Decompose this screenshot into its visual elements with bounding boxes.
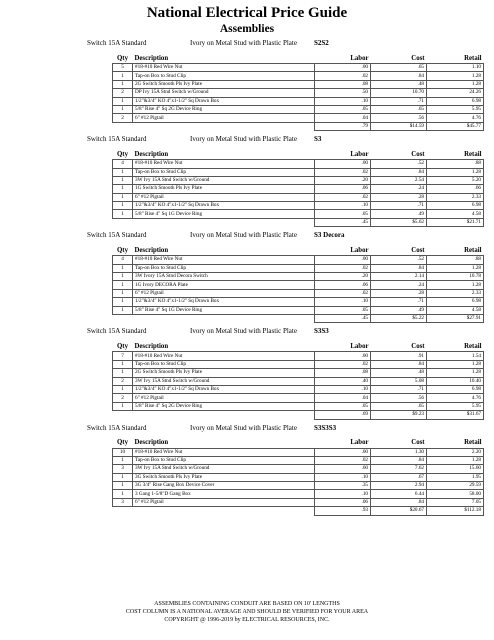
total-retail: $21.71 xyxy=(427,218,484,226)
cost-cell: .71 xyxy=(371,298,427,306)
description-cell: 5/8" Rise 4" Sq 1G Device Ring xyxy=(133,306,315,314)
col-header-retail: Retail xyxy=(427,243,484,256)
cost-cell: 6.44 xyxy=(371,490,427,498)
cost-cell: .67 xyxy=(371,473,427,481)
copyright-line: COPYRIGHT @ 1996-2019 by ELECTRICAL RESOURCES, INC. xyxy=(164,617,330,623)
assembly-code: S3 xyxy=(314,135,322,144)
retail-cell: 4.76 xyxy=(427,394,484,402)
cost-cell: .49 xyxy=(371,210,427,218)
description-cell: 6" #12 Pigtail xyxy=(133,394,315,402)
labor-cell: .40 xyxy=(315,377,371,385)
description-cell: 1/2"&3/4" KO 4"x1-1/2" Sq Drawn Box xyxy=(133,385,315,393)
total-retail: $45.77 xyxy=(427,122,484,130)
table-row xyxy=(113,490,484,498)
assembly-section xyxy=(0,323,494,419)
retail-cell: 29.59 xyxy=(427,482,484,490)
col-header-qty: Qty xyxy=(113,436,133,449)
table-row xyxy=(113,89,484,97)
assembly-description: Ivory on Metal Stud with Plastic Plate xyxy=(190,135,297,144)
col-header-labor: Labor xyxy=(315,339,371,352)
table-row xyxy=(113,498,484,506)
table-row xyxy=(113,64,484,72)
retail-cell: 6.98 xyxy=(427,298,484,306)
retail-cell: 1.28 xyxy=(427,80,484,88)
table-row xyxy=(113,456,484,464)
total-row xyxy=(113,122,484,130)
assembly-category: Switch 15A Standard xyxy=(87,423,147,432)
cost-cell: .91 xyxy=(371,352,427,360)
retail-cell: 1.28 xyxy=(427,369,484,377)
qty-cell: 1 xyxy=(113,185,133,193)
cost-cell: 2.54 xyxy=(371,176,427,184)
assembly-description: Ivory on Metal Stud with Plastic Plate xyxy=(190,231,297,240)
retail-cell: 5.95 xyxy=(427,105,484,113)
table-row xyxy=(113,202,484,210)
description-cell: 1/2"&3/4" KO 4"x1-1/2" Sq Drawn Box xyxy=(133,202,315,210)
retail-cell: 15.60 xyxy=(427,465,484,473)
labor-cell: .02 xyxy=(315,193,371,201)
labor-cell: .05 xyxy=(315,210,371,218)
table-row xyxy=(113,298,484,306)
col-header-cost: Cost xyxy=(371,243,427,256)
qty-cell: 1 xyxy=(113,289,133,297)
retail-cell: 1.28 xyxy=(427,281,484,289)
total-labor: .45 xyxy=(315,314,371,322)
description-cell: 3G 3/4" Rise Gang Box Device Cover xyxy=(133,482,315,490)
col-header-labor: Labor xyxy=(315,243,371,256)
total-row xyxy=(113,218,484,226)
retail-cell: 1.28 xyxy=(427,72,484,80)
cost-cell: .24 xyxy=(371,281,427,289)
cost-cell: 5.08 xyxy=(371,377,427,385)
description-cell: 3W Ivory 15A Stnd Decora Switch xyxy=(133,273,315,281)
assembly-description: Ivory on Metal Stud with Plastic Plate xyxy=(190,39,297,47)
cost-cell: .52 xyxy=(371,256,427,264)
cost-cell: 2.14 xyxy=(371,273,427,281)
assembly-table xyxy=(112,243,484,323)
qty-cell: 1 xyxy=(113,168,133,176)
assembly-table xyxy=(112,339,484,419)
cost-cell: .65 xyxy=(371,402,427,410)
assembly-header xyxy=(0,420,494,436)
retail-cell: .66 xyxy=(427,185,484,193)
retail-cell: 6.98 xyxy=(427,97,484,105)
assembly-table xyxy=(112,51,484,131)
cost-cell: 1.30 xyxy=(371,448,427,456)
table-row xyxy=(113,105,484,113)
table-row xyxy=(113,264,484,272)
qty-cell: 3 xyxy=(113,465,133,473)
total-labor: .69 xyxy=(315,411,371,419)
retail-cell: 2.33 xyxy=(427,193,484,201)
labor-cell: .04 xyxy=(315,114,371,122)
table-row xyxy=(113,256,484,264)
retail-cell: 2.20 xyxy=(427,448,484,456)
labor-cell: .20 xyxy=(315,273,371,281)
retail-cell: 1.28 xyxy=(427,168,484,176)
page-title: National Electrical Price Guide xyxy=(146,5,348,21)
table-header-row xyxy=(113,436,484,449)
table-row xyxy=(113,80,484,88)
description-cell: 3G Switch Smooth Pls Ivy Plate xyxy=(133,473,315,481)
table-header-row xyxy=(113,243,484,256)
table-row xyxy=(113,281,484,289)
description-cell: 3W Ivy 15A Stnd Switch w/Ground xyxy=(133,377,315,385)
cost-cell: .71 xyxy=(371,385,427,393)
total-retail: $112.18 xyxy=(427,507,484,515)
retail-cell: 6.98 xyxy=(427,385,484,393)
labor-cell: .02 xyxy=(315,168,371,176)
retail-cell: 24.26 xyxy=(427,89,484,97)
qty-cell: 1 xyxy=(113,273,133,281)
assembly-code: S3 Decora xyxy=(314,231,345,240)
assembly-section xyxy=(0,227,494,323)
cost-cell: .71 xyxy=(371,97,427,105)
description-cell: Tap-on Box to Stud Clip xyxy=(133,72,315,80)
assembly-description: Ivory on Metal Stud with Plastic Plate xyxy=(190,327,297,336)
assembly-category: Switch 15A Standard xyxy=(87,135,147,144)
cost-cell: .24 xyxy=(371,185,427,193)
qty-cell: 5 xyxy=(113,64,133,72)
labor-cell: .35 xyxy=(315,482,371,490)
description-cell: 6" #12 Pigtail xyxy=(133,498,315,506)
table-row xyxy=(113,306,484,314)
description-cell: 5/8" Rise 4" Sq 1G Device Ring xyxy=(133,210,315,218)
description-cell: 3W Ivy 15A Stnd Switch w/Ground xyxy=(133,176,315,184)
assembly-header xyxy=(0,323,494,339)
cost-cell: 2.94 xyxy=(371,482,427,490)
retail-cell: 1.10 xyxy=(427,64,484,72)
retail-cell: 6.98 xyxy=(427,202,484,210)
retail-cell: 58.00 xyxy=(427,490,484,498)
retail-cell: 5.95 xyxy=(427,402,484,410)
col-header-qty: Qty xyxy=(113,51,133,64)
retail-cell: .88 xyxy=(427,160,484,168)
retail-cell: 5.20 xyxy=(427,176,484,184)
assembly-section xyxy=(0,131,494,227)
retail-cell: 4.76 xyxy=(427,114,484,122)
total-row xyxy=(113,411,484,419)
labor-cell: .06 xyxy=(315,185,371,193)
qty-cell: 1 xyxy=(113,176,133,184)
labor-cell: .08 xyxy=(315,80,371,88)
qty-cell: 1 xyxy=(113,80,133,88)
total-labor: .93 xyxy=(315,507,371,515)
table-row xyxy=(113,289,484,297)
table-row xyxy=(113,473,484,481)
col-header-cost: Cost xyxy=(371,51,427,64)
cost-cell: .48 xyxy=(371,369,427,377)
qty-cell: 1 xyxy=(113,360,133,368)
description-cell: Tap-on Box to Stud Clip xyxy=(133,264,315,272)
retail-cell: 4.58 xyxy=(427,210,484,218)
page-subtitle: Assemblies xyxy=(219,23,275,35)
assembly-code: S3S3 xyxy=(314,327,329,336)
table-row xyxy=(113,72,484,80)
retail-cell: 1.28 xyxy=(427,264,484,272)
qty-cell: 1 xyxy=(113,473,133,481)
labor-cell: .10 xyxy=(315,97,371,105)
qty-cell: 1 xyxy=(113,369,133,377)
table-row xyxy=(113,210,484,218)
cost-cell: 10.70 xyxy=(371,89,427,97)
description-cell: 5/8" Rise 4" Sq 2G Device Ring xyxy=(133,402,315,410)
description-cell: #18-#10 Red Wire Nut xyxy=(133,448,315,456)
qty-cell: 1 xyxy=(113,210,133,218)
labor-cell: .05 xyxy=(315,306,371,314)
assemblies-list xyxy=(0,35,494,516)
table-row xyxy=(113,160,484,168)
qty-cell: 1 xyxy=(113,202,133,210)
table-row xyxy=(113,385,484,393)
qty-cell: 1 xyxy=(113,105,133,113)
qty-cell: 1 xyxy=(113,385,133,393)
table-row xyxy=(113,114,484,122)
labor-cell: .02 xyxy=(315,360,371,368)
description-cell: 3W Ivy 15A Stnd Switch w/Ground xyxy=(133,465,315,473)
assembly-code: S2S2 xyxy=(314,39,329,47)
retail-cell: .88 xyxy=(427,256,484,264)
assembly-description: Ivory on Metal Stud with Plastic Plate xyxy=(190,423,297,432)
assembly-category: Switch 15A Standard xyxy=(87,327,147,336)
description-cell: 1/2"&3/4" KO 4"x1-1/2" Sq Drawn Box xyxy=(133,97,315,105)
retail-cell: 1.28 xyxy=(427,360,484,368)
total-retail: $27.91 xyxy=(427,314,484,322)
qty-cell: 4 xyxy=(113,256,133,264)
labor-cell: .06 xyxy=(315,281,371,289)
cost-cell: .84 xyxy=(371,498,427,506)
description-cell: #18-#10 Red Wire Nut xyxy=(133,256,315,264)
table-header-row xyxy=(113,339,484,352)
qty-cell: 2 xyxy=(113,114,133,122)
col-header-cost: Cost xyxy=(371,147,427,160)
qty-cell: 1 xyxy=(113,456,133,464)
labor-cell: .06 xyxy=(315,498,371,506)
total-cost: $9.23 xyxy=(371,411,427,419)
description-cell: 2G Switch Smooth Pls Ivy Plate xyxy=(133,80,315,88)
total-cost: $14.59 xyxy=(371,122,427,130)
col-header-description: Description xyxy=(133,339,315,352)
col-header-description: Description xyxy=(133,147,315,160)
labor-cell: .02 xyxy=(315,456,371,464)
col-header-labor: Labor xyxy=(315,436,371,449)
table-row xyxy=(113,465,484,473)
description-cell: 6" #12 Pigtail xyxy=(133,114,315,122)
assembly-code: S3S3S3 xyxy=(314,423,337,432)
qty-cell: 1 xyxy=(113,490,133,498)
cost-cell: .65 xyxy=(371,105,427,113)
labor-cell: .20 xyxy=(315,176,371,184)
col-header-qty: Qty xyxy=(113,243,133,256)
description-cell: 3 Gang 1-5/8"D Gang Box xyxy=(133,490,315,498)
labor-cell: .60 xyxy=(315,465,371,473)
description-cell: 6" #12 Pigtail xyxy=(133,193,315,201)
cost-cell: .71 xyxy=(371,202,427,210)
qty-cell: 1 xyxy=(113,97,133,105)
table-row xyxy=(113,369,484,377)
col-header-description: Description xyxy=(133,436,315,449)
col-header-cost: Cost xyxy=(371,339,427,352)
qty-cell: 1 xyxy=(113,193,133,201)
total-labor: .45 xyxy=(315,218,371,226)
cost-cell: .84 xyxy=(371,360,427,368)
description-cell: #18-#10 Red Wire Nut xyxy=(133,160,315,168)
description-cell: #18-#10 Red Wire Nut xyxy=(133,352,315,360)
description-cell: 5/8" Rise 4" Sq 2G Device Ring xyxy=(133,105,315,113)
assembly-section xyxy=(0,35,494,131)
labor-cell: .04 xyxy=(315,394,371,402)
cost-cell: .28 xyxy=(371,289,427,297)
cost-cell: .28 xyxy=(371,193,427,201)
cost-cell: .84 xyxy=(371,456,427,464)
assembly-table xyxy=(112,436,484,516)
qty-cell: 1 xyxy=(113,281,133,289)
cost-cell: .52 xyxy=(371,160,427,168)
labor-cell: .00 xyxy=(315,256,371,264)
col-header-qty: Qty xyxy=(113,339,133,352)
retail-cell: 1.28 xyxy=(427,456,484,464)
table-row xyxy=(113,394,484,402)
table-row xyxy=(113,168,484,176)
qty-cell: 1 xyxy=(113,72,133,80)
total-retail: $31.67 xyxy=(427,411,484,419)
retail-cell: 10.78 xyxy=(427,273,484,281)
total-cost: $20.67 xyxy=(371,507,427,515)
description-cell: 6" #12 Pigtail xyxy=(133,289,315,297)
col-header-labor: Labor xyxy=(315,51,371,64)
footer-line: ASSEMBLIES CONTAINING CONDUIT ARE BASED ON 10' LENGTHS xyxy=(154,601,340,607)
labor-cell: .00 xyxy=(315,64,371,72)
assembly-section xyxy=(0,420,494,516)
total-row xyxy=(113,314,484,322)
description-cell: 2G Switch Smooth Pls Ivy Plate xyxy=(133,369,315,377)
labor-cell: .00 xyxy=(315,448,371,456)
table-row xyxy=(113,176,484,184)
assembly-category: Switch 15A Standard xyxy=(87,39,147,47)
labor-cell: .10 xyxy=(315,385,371,393)
labor-cell: .05 xyxy=(315,105,371,113)
cost-cell: .49 xyxy=(371,306,427,314)
qty-cell: 7 xyxy=(113,352,133,360)
labor-cell: .00 xyxy=(315,352,371,360)
labor-cell: .02 xyxy=(315,289,371,297)
labor-cell: .10 xyxy=(315,490,371,498)
col-header-retail: Retail xyxy=(427,51,484,64)
retail-cell: 4.58 xyxy=(427,306,484,314)
labor-cell: .08 xyxy=(315,369,371,377)
table-row xyxy=(113,185,484,193)
cost-cell: .84 xyxy=(371,168,427,176)
table-row xyxy=(113,377,484,385)
col-header-description: Description xyxy=(133,243,315,256)
assembly-category: Switch 15A Standard xyxy=(87,231,147,240)
description-cell: 1G Switch Smooth Pls Ivy Plate xyxy=(133,185,315,193)
labor-cell: .02 xyxy=(315,72,371,80)
description-cell: 1G Ivory DECORA Plate xyxy=(133,281,315,289)
total-labor: .79 xyxy=(315,122,371,130)
labor-cell: .05 xyxy=(315,402,371,410)
qty-cell: 3 xyxy=(113,498,133,506)
footer xyxy=(0,600,494,624)
col-header-description: Description xyxy=(133,51,315,64)
retail-cell: 7.05 xyxy=(427,498,484,506)
table-row xyxy=(113,193,484,201)
qty-cell: 2 xyxy=(113,89,133,97)
col-header-qty: Qty xyxy=(113,147,133,160)
col-header-cost: Cost xyxy=(371,436,427,449)
description-cell: Tap-on Box to Stud Clip xyxy=(133,360,315,368)
total-cost: $5.62 xyxy=(371,218,427,226)
table-row xyxy=(113,402,484,410)
description-cell: #18-#10 Red Wire Nut xyxy=(133,64,315,72)
total-row xyxy=(113,507,484,515)
labor-cell: .00 xyxy=(315,160,371,168)
qty-cell: 1 xyxy=(113,264,133,272)
qty-cell: 10 xyxy=(113,448,133,456)
table-row xyxy=(113,482,484,490)
cost-cell: .48 xyxy=(371,80,427,88)
qty-cell: 1 xyxy=(113,482,133,490)
labor-cell: .02 xyxy=(315,264,371,272)
table-row xyxy=(113,360,484,368)
qty-cell: 1 xyxy=(113,298,133,306)
qty-cell: 2 xyxy=(113,394,133,402)
assembly-header xyxy=(0,35,494,51)
table-row xyxy=(113,448,484,456)
retail-cell: 1.95 xyxy=(427,473,484,481)
cost-cell: .84 xyxy=(371,72,427,80)
qty-cell: 1 xyxy=(113,402,133,410)
footer-line: COST COLUMN IS A NATIONAL AVERAGE AND SHOULD BE VERIFIED FOR YOUR AREA xyxy=(125,609,369,615)
total-cost: $5.22 xyxy=(371,314,427,322)
cost-cell: 7.62 xyxy=(371,465,427,473)
col-header-labor: Labor xyxy=(315,147,371,160)
retail-cell: 2.33 xyxy=(427,289,484,297)
description-cell: Tap-on Box to Stud Clip xyxy=(133,456,315,464)
retail-cell: 10.40 xyxy=(427,377,484,385)
table-header-row xyxy=(113,51,484,64)
col-header-retail: Retail xyxy=(427,436,484,449)
cost-cell: .65 xyxy=(371,64,427,72)
labor-cell: .10 xyxy=(315,298,371,306)
cost-cell: .56 xyxy=(371,394,427,402)
qty-cell: 4 xyxy=(113,160,133,168)
labor-cell: .50 xyxy=(315,89,371,97)
cost-cell: .84 xyxy=(371,264,427,272)
description-cell: DP Ivy 15A Stnd Switch w/Ground xyxy=(133,89,315,97)
col-header-retail: Retail xyxy=(427,339,484,352)
labor-cell: .10 xyxy=(315,202,371,210)
cost-cell: .56 xyxy=(371,114,427,122)
col-header-retail: Retail xyxy=(427,147,484,160)
table-row xyxy=(113,97,484,105)
retail-cell: 1.54 xyxy=(427,352,484,360)
assembly-header xyxy=(0,227,494,243)
table-row xyxy=(113,352,484,360)
qty-cell: 2 xyxy=(113,377,133,385)
table-header-row xyxy=(113,147,484,160)
table-row xyxy=(113,273,484,281)
description-cell: 1/2"&3/4" KO 4"x1-1/2" Sq Drawn Box xyxy=(133,298,315,306)
assembly-table xyxy=(112,147,484,227)
description-cell: Tap-on Box to Stud Clip xyxy=(133,168,315,176)
assembly-header xyxy=(0,131,494,147)
labor-cell: .10 xyxy=(315,473,371,481)
qty-cell: 1 xyxy=(113,306,133,314)
